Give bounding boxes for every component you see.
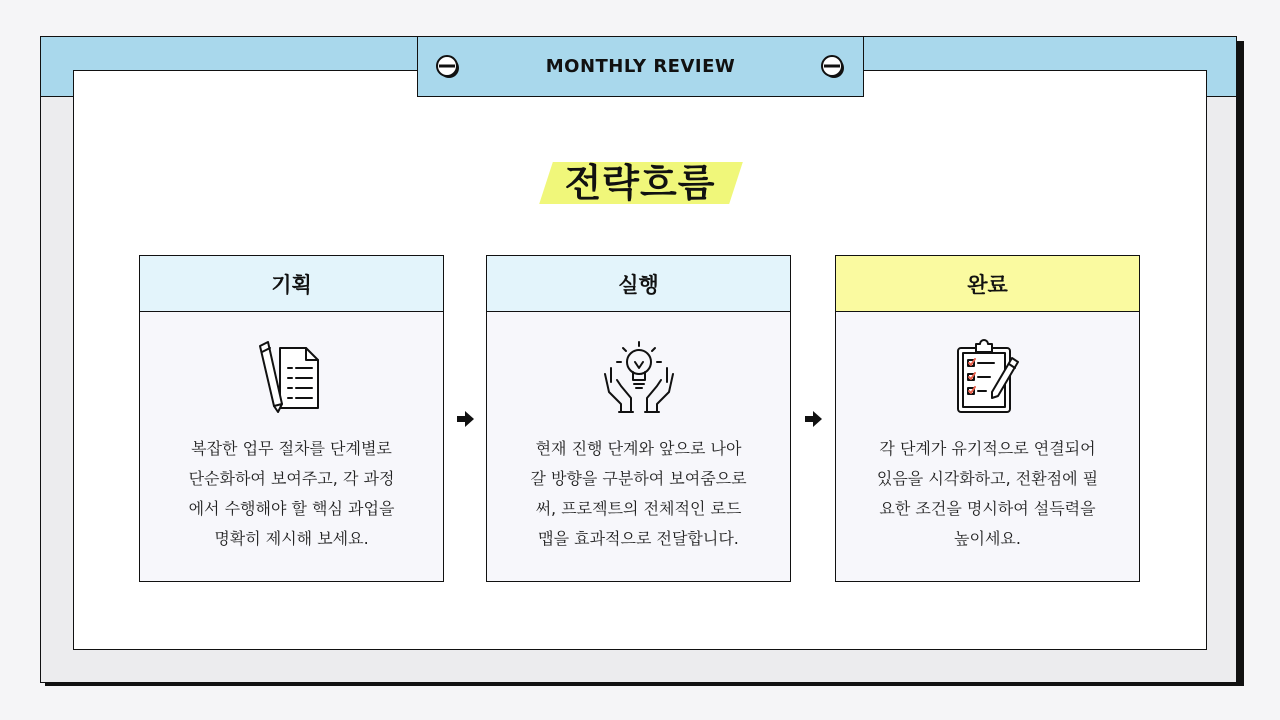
card-description: 각 단계가 유기적으로 연결되어 있음을 시각화하고, 전환점에 필 요한 조건을 명시하여 설득력을 높이세요.	[876, 439, 1099, 548]
card-completion	[835, 255, 1140, 582]
page-title: 전략흐름	[564, 160, 716, 205]
header-title: MONTHLY REVIEW	[545, 56, 736, 77]
card-execution	[486, 255, 791, 582]
lightbulb-hands-icon	[597, 334, 681, 418]
card-description: 복잡한 업무 절차를 단계별로 단순화하여 보여주고, 각 과정 에서 수행해야 할 핵심 과업을 명확히 제시해 보세요.	[188, 439, 395, 548]
screw-icon	[436, 55, 460, 79]
card-title: 완료	[836, 256, 1139, 312]
card-description: 현재 진행 단계와 앞으로 나아 갈 방향을 구분하여 보여줌으로 써, 프로젝트의 전체적인 로드 맵을 효과적으로 전달합니다.	[530, 439, 747, 548]
checklist-clipboard-icon	[946, 334, 1030, 418]
card-title: 기획	[140, 256, 443, 312]
header-tab	[417, 36, 864, 97]
document-pencil-icon	[250, 334, 334, 418]
arrow-right-icon	[455, 409, 475, 429]
card-title: 실행	[487, 256, 790, 312]
screw-icon	[821, 55, 845, 79]
page-heading-block	[540, 152, 740, 206]
arrow-right-icon	[803, 409, 823, 429]
card-planning	[139, 255, 444, 582]
